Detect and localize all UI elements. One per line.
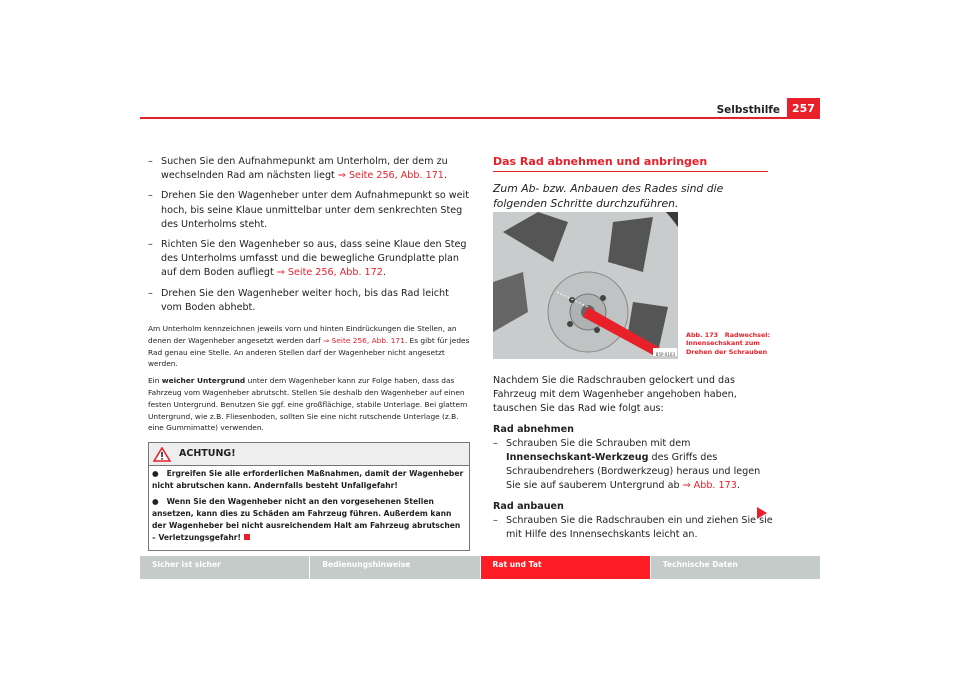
step-end: .: [443, 170, 447, 182]
page-link[interactable]: ⇒ Seite 256, Abb. 171: [323, 335, 405, 345]
tab-rat-und-tat[interactable]: Rat und Tat: [481, 556, 650, 579]
note-text: Ein: [148, 376, 162, 386]
header-rule: [140, 117, 820, 119]
step-text: Schrauben Sie die Schrauben mit dem: [506, 437, 691, 449]
wheel-figure: [493, 212, 678, 359]
figure-code: B5P-0103: [655, 352, 675, 357]
step-text: Drehen Sie den Wagenheber weiter hoch, bis das Rad leicht vom Boden abhebt.: [161, 287, 449, 313]
warning-item: ● Ergreifen Sie alle erforderlichen Maßnahmen, damit der Wagenheber nicht abrutschen kann. Andernfalls besteht Unfallgefahr!: [152, 469, 464, 491]
step-bold: Innensechskant-Werkzeug: [506, 452, 649, 464]
page-number: 257: [787, 98, 820, 118]
step: – Drehen Sie den Wagenheber weiter hoch, bis das Rad leicht vom Boden abhebt.: [148, 287, 449, 313]
caption-number: Abb. 173: [686, 331, 719, 339]
step-end: .: [736, 480, 740, 492]
note-text: unter dem Wagenheber kann zur Folge haben, dass das Fahrzeug vom Wagenheber abrutscht. Stellen Sie deshalb den Wagenheber auf einen festen Untergrund. Benutzen Sie ggf. eine großflächige, stabile Unterlage. Bei glattem Untergrund, wie z.B. Fliesenboden, sollten Sie eine nicht rutschende Unterlage (z.B. eine Gummimatte) verwenden.: [148, 376, 468, 433]
note-text: Am Unterholm kennzeichnen jeweils vorn und hinten Eindrückungen die Stellen, an denen der Wagenheber angesetzt werden darf: [148, 324, 457, 345]
caption-line: Innensechskant zum: [686, 339, 760, 348]
wheel-illustration: [493, 212, 678, 359]
tab-technische-daten[interactable]: Technische Daten: [651, 556, 820, 579]
step: – Schrauben Sie die Radschrauben ein und ziehen Sie sie mit Hilfe des Innensechskants leicht an.: [493, 514, 773, 541]
warning-text: Ergreifen Sie alle erforderlichen Maßnahmen, damit der Wagenheber nicht abrutschen kann. Andernfalls besteht Unfallgefahr!: [152, 469, 464, 491]
note: [148, 323, 470, 370]
right-body: [493, 374, 773, 548]
figure-caption: [686, 331, 770, 356]
subheading: Rad anbauen: [493, 500, 564, 512]
note-bold: weicher Untergrund: [161, 376, 246, 386]
left-column: [148, 155, 470, 551]
next-page-arrow-icon[interactable]: [757, 507, 767, 519]
step: – Suchen Sie den Aufnahmepunkt am Unterholm, der dem zu wechselnden Rad am nächsten liegt ⇒ Seite 256, Abb. 171.: [148, 156, 448, 182]
step-text: Drehen Sie den Wagenheber unter dem Aufnahmepunkt so weit hoch, bis seine Klaue unmittelbar unter dem senkrechten Steg des Unterholms steht.: [161, 190, 469, 230]
subheading: Rad abnehmen: [493, 423, 574, 435]
section-heading: Das Rad abnehmen und anbringen: [493, 155, 768, 172]
warning-text: Wenn Sie den Wagenheber nicht an den vorgesehenen Stellen ansetzen, kann dies zu Schäden am Fahrzeug führen. Außerdem kann der Wagenheber bei nicht ausreichendem Halt am Fahrzeug abrutschen – Verletzungsgefahr!: [152, 497, 461, 543]
page-link[interactable]: ⇒ Seite 256, Abb. 172: [276, 267, 383, 279]
notes: [148, 323, 470, 434]
step-end: .: [382, 267, 386, 279]
note: [148, 375, 470, 434]
page-link[interactable]: ⇒ Seite 256, Abb. 171: [337, 170, 444, 182]
section-title: Selbsthilfe: [716, 104, 780, 116]
step-text: Schrauben Sie die Radschrauben ein und ziehen Sie sie mit Hilfe des Innensechskants leicht an.: [506, 514, 773, 541]
paragraph: Nachdem Sie die Radschrauben gelockert und das Fahrzeug mit dem Wagenheber angehoben haben, tauschen Sie das Rad wie folgt aus:: [493, 375, 737, 415]
warning-header: [149, 443, 469, 466]
figure-link[interactable]: ⇒ Abb. 173: [682, 480, 737, 492]
warning-triangle-icon: [153, 447, 171, 462]
warning-title: ACHTUNG!: [179, 448, 236, 460]
caption-line: Drehen der Schrauben: [686, 347, 768, 356]
step-text: des Griffs des Schraubendrehers (Bordwerkzeug) heraus und legen Sie sie auf sauberem Untergrund ab: [506, 452, 761, 492]
note-text: . Es gibt für jedes Rad genau eine Stelle. An anderen Stellen darf der Wagenheber nicht angesetzt werden.: [148, 335, 470, 369]
warning-item: ● Wenn Sie den Wagenheber nicht an den vorgesehenen Stellen ansetzen, kann dies zu Schäden am Fahrzeug führen. Außerdem kann der Wagenheber bei nicht ausreichendem Halt am Fahrzeug abrutschen – Verletzungsgefahr!: [152, 497, 461, 543]
warning-box: [148, 442, 470, 551]
step: – Drehen Sie den Wagenheber unter dem Aufnahmepunkt so weit hoch, bis seine Klaue unmittelbar unter dem senkrechten Steg des Unterholms steht.: [148, 190, 469, 230]
end-square-icon: [244, 534, 250, 540]
step: – Richten Sie den Wagenheber so aus, dass seine Klaue den Steg des Unterholms umfasst und die bewegliche Grundplatte plan auf dem Boden aufliegt ⇒ Seite 256, Abb. 172.: [148, 239, 467, 279]
step-text: Richten Sie den Wagenheber so aus, dass seine Klaue den Steg des Unterholms umfasst und die bewegliche Grundplatte plan auf dem Boden aufliegt: [161, 239, 467, 279]
right-column: [493, 155, 768, 211]
footer-nav: [140, 556, 820, 579]
tab-sicher-ist-sicher[interactable]: Sicher ist sicher: [140, 556, 309, 579]
intro-text: Zum Ab- bzw. Anbauen des Rades sind die folgenden Schritte durchzuführen.: [493, 182, 724, 210]
caption-line: Radwechsel:: [724, 331, 771, 339]
step-text: Suchen Sie den Aufnahmepunkt am Unterholm, der dem zu wechselnden Rad am nächsten liegt: [161, 156, 448, 182]
tab-bedienungshinweise[interactable]: Bedienungshinweise: [310, 556, 479, 579]
step: – Schrauben Sie die Schrauben mit dem Innensechskant-Werkzeug des Griffs des Schraubendrehers (Bordwerkzeug) heraus und legen Sie sie auf sauberem Untergrund ab ⇒ Abb. 173.: [493, 437, 761, 492]
